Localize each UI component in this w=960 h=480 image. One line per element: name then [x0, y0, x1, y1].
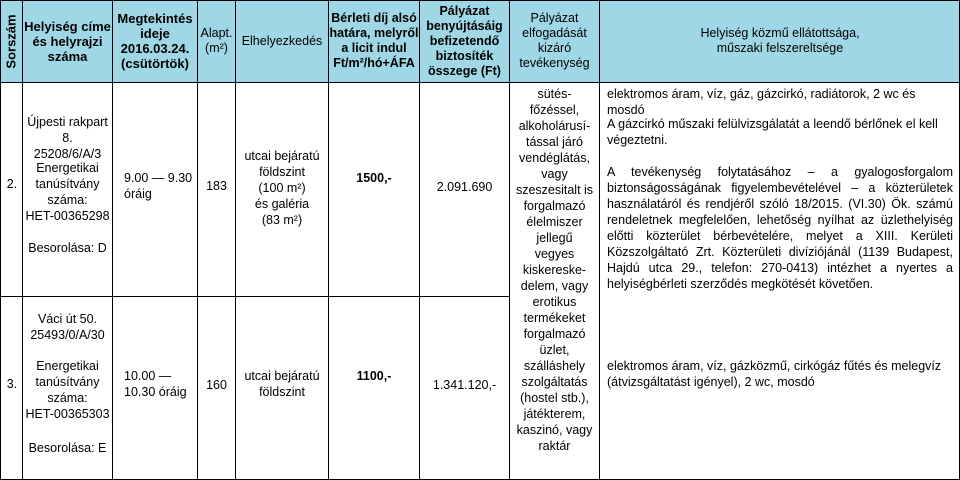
energy-certificate: Energetikai tanúsítvány száma: HET-00365303 — [25, 359, 110, 421]
floor-area: 183 — [206, 179, 227, 193]
location: utcai bejáratú földszint — [244, 369, 320, 399]
rent-minimum: 1500,- — [356, 171, 392, 185]
header-alapterulet: Alapt. (m²) — [198, 0, 235, 82]
property-address: Újpesti rakpart 8. 25208/6/A/3 — [27, 115, 108, 161]
deposit-amount: 2.091.690 — [436, 180, 493, 194]
header-kozmu: Helyiség közmű ellátottsága, műszaki felszereltsége — [600, 0, 960, 82]
energy-certificate: Energetikai tanúsítvány száma: HET-00365298 — [25, 161, 110, 223]
header-megtekintes: Megtekintés ideje 2016.03.24. (csütörtök) — [113, 0, 197, 82]
header-berleti-dij: Bérleti díj alsó határa, melyről a licit indul Ft/m²/hó+ÁFA — [329, 0, 419, 82]
header-sorszam: Sorszám — [0, 0, 22, 82]
header-biztositek: Pályázat benyújtásáig befizetendő biztosíték összege (Ft) — [420, 0, 509, 82]
row-sorszam: 2. — [6, 177, 18, 191]
excluded-activities: sütés- főzéssel, alkoholárusí- tással járó vendéglátás, vagy szeszesitalt is forgalmazó élelmiszer jellegű vegyes kiskereske- delem, vagy erotikus termékeket forgalmazó üzlet, szálláshely szolgáltatás (hostel stb.), játékterem, kaszinó, vagy raktár — [515, 87, 594, 453]
energy-class: Besorolása: D — [28, 241, 107, 255]
header-helyiseg: Helyiség címe és helyrajzi száma — [23, 0, 112, 82]
public-area-rental-note: A tevékenység folytatásához – a gyalogosforgalom biztonságosságának figyelembevételével – a közterületek használatáról és rendjéről szóló 18/2015. (VI.30) Ök. számú rendeletnek megfelelően, lehetőség nyílhat az üzlethelyiség előtti közterület bérbevételére, melyet a XIII. Kerületi Közszolgáltató Zrt. Közterületi divíziójánál (1139 Budapest, Hajdú utca 29., telefon: 270-0413) intézhet a nyertes a helyiségbérleti szerződés megkötését követően. — [607, 165, 953, 291]
utilities-row-3: elektromos áram, víz, gázközmű, cirkógáz fűtés és melegvíz (átvizsgáltatást igényel), 2 wc, mosdó — [607, 359, 942, 389]
property-address: Váci út 50. 25493/0/A/30 — [30, 312, 105, 342]
viewing-time: 10.00 — 10.30 óráig — [124, 369, 187, 399]
row-sorszam: 3. — [6, 377, 18, 391]
header-elhelyezkedes: Elhelyezkedés — [236, 0, 328, 82]
energy-class: Besorolása: E — [28, 441, 107, 455]
deposit-amount: 1.341.120,- — [432, 378, 497, 392]
header-kizaro-tevekenyseg: Pályázat elfogadását kizáró tevékenység — [510, 0, 599, 82]
boiler-inspection-note: A gázcirkó műszaki felülvizsgálatát a leendő bérlőnek el kell végeztetni. — [607, 117, 938, 147]
viewing-time: 9.00 — 9.30 óráig — [124, 171, 193, 201]
utilities-row-2: elektromos áram, víz, gáz, gázcirkó, radiátorok, 2 wc és mosdó — [607, 87, 916, 117]
location: utcai bejáratú földszint (100 m²) és galéria (83 m²) — [244, 149, 320, 227]
floor-area: 160 — [206, 378, 227, 392]
rent-minimum: 1100,- — [356, 369, 392, 383]
